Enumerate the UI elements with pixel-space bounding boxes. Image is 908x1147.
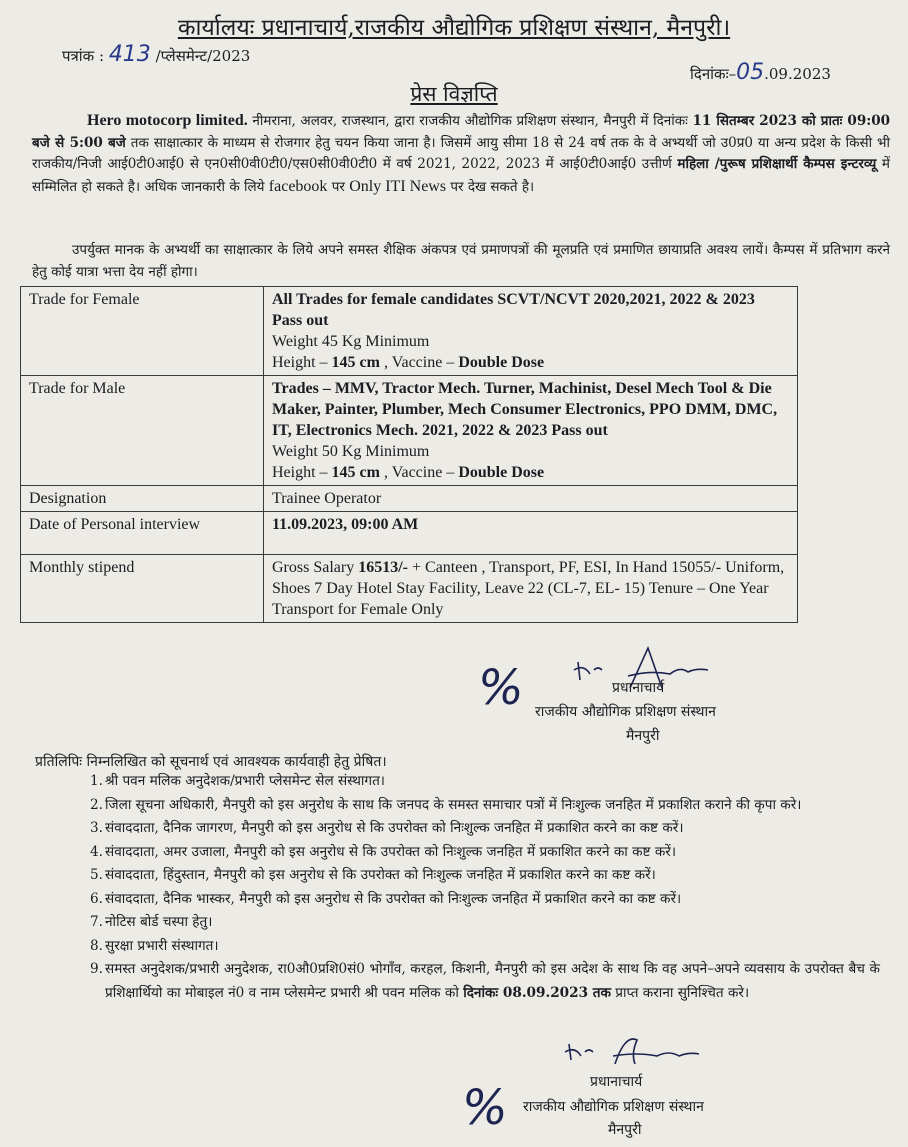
handwritten-date-day: 05 [736, 60, 765, 85]
copy-recipient-list [60, 770, 880, 1005]
list-item: 6. संवाददाता, दैनिक भास्कर, मैनपुरी को इस अनुरोध से कि उपरोक्त को निःशुल्क जनहित में प्रकाशित करने का कष्ट करें। [90, 890, 682, 907]
female-trade-label: Trade for Female [21, 287, 264, 376]
company-name: Hero motocorp limited. [87, 112, 248, 129]
trade-details-table [20, 286, 798, 623]
list-item: 9. समस्त अनुदेशक/प्रभारी अनुदेशक, रा0औ0प्रशि0सं0 भोगाँव, करहल, किशनी, मैनपुरी को इस अदेश के साथ कि वह अपने–अपने व्यवसाय के उपरोक्त बैच के प्रशिक्षार्थियो का मोबाइल नं0 व नाम प्लेसमेन्ट प्रभारी श्री पवन मलिक को दिनांकः 08.09.2023 तक प्राप्त कराना सुनिश्चित करे। [90, 961, 880, 1001]
table-row [21, 486, 798, 512]
reference-number: पत्रांक : 413 /प्लेसमेन्ट/2023 [62, 42, 251, 67]
list-item: 5. संवाददाता, हिंदुस्तान, मैनपुरी को इस अनुरोध से कि उपरोक्त को निःशुल्क जनहित में प्रकाशित करने का कष्ट करें। [90, 867, 656, 883]
press-release-heading: प्रेस विज्ञप्ति [410, 82, 498, 106]
list-item: 1. श्री पवन मलिक अनुदेशक/प्रभारी प्लेसमेन्ट सेल संस्थागत। [90, 773, 385, 789]
intro-paragraph: Hero motocorp limited. नीमराना, अलवर, राजस्थान, द्वारा राजकीय औद्योगिक प्रशिक्षण संस्थान, मैनपुरी में दिनांकः 11 सितम्बर 2023 को प्रातः 09:00 बजे से 5:00 बजे तक साक्षात्कार के माध्यम से रोजगार हेतु चयन किया जाना है। जिसमें आयु सीमा 18 से 24 वर्ष तक के वे अभ्यर्थी जो उ0प्र0 या अन्य प्रदेश के किसी भी राजकीय/निजी आई0टी0आई0 से एन0सी0वी0टी0/एस0सी0वी0टी0 में वर्ष 2021, 2022, 2023 में आई0टी0आई0 उत्तीर्ण महिला /पुरूष प्रशिक्षार्थी कैम्पस इन्टरव्यू में सम्मिलित हो सकते है। अधिक जानकारी के लिये facebook पर Only ITI News पर देख सकते है। [32, 112, 891, 195]
female-trade-value: All Trades for female candidates SCVT/NCVT 2020,2021, 2022 & 2023 Pass out Weight 45 Kg Minimum Height – 145 cm , Vaccine – Double Dose [264, 287, 798, 376]
list-item: 4. संवाददाता, अमर उजाला, मैनपुरी को इस अनुरोध से कि उपरोक्त को निःशुल्क जनहित में प्रकाशित करने का कष्ट करें। [90, 843, 676, 860]
interview-date-value: 11.09.2023, 09:00 AM [264, 512, 798, 555]
designation-value: Trainee Operator [264, 486, 798, 512]
table-row [21, 376, 798, 486]
stipend-value: Gross Salary 16513/- + Canteen , Transport, PF, ESI, In Hand 15055/- Uniform, Shoes 7 Day Hotel Stay Facility, Leave 22 (CL-7, EL- 15) Tenure – One Year Transport for Female Only [264, 555, 798, 623]
signature-title-1: प्रधानाचार्य [612, 680, 665, 696]
principal-signature-2 [565, 1030, 715, 1075]
list-item: 2. जिला सूचना अधिकारी, मैनपुरी को इस अनुरोध के साथ कि जनपद के समस्त समाचार पत्रों में निःशुल्क जनहित में प्रकाशित कराने की कृपा करे। [90, 796, 802, 813]
initials-mark-1: % [478, 660, 524, 716]
office-header: कार्यालयः प्रधानाचार्य,राजकीय औद्योगिक प्रशिक्षण संस्थान, मैनपुरी। [177, 15, 731, 41]
signature-org-1: राजकीय औद्योगिक प्रशिक्षण संस्थान [535, 704, 716, 720]
stipend-label: Monthly stipend [21, 555, 264, 623]
table-row [21, 512, 798, 555]
table-row [21, 287, 798, 376]
list-item: 3. संवाददाता, दैनिक जागरण, मैनपुरी को इस अनुरोध से कि उपरोक्त को निःशुल्क जनहित में प्रकाशित करने का कष्ट करें। [90, 820, 684, 836]
interview-datetime: 11 सितम्बर 2023 को प्रातः 09:00 बजे से 5:00 बजे [32, 113, 890, 151]
list-item: 7. नोटिस बोर्ड चस्पा हेतु। [90, 914, 213, 930]
signature-place-2: मैनपुरी [608, 1122, 642, 1138]
signature-title-2: प्रधानाचार्य [590, 1074, 643, 1090]
interview-date-label: Date of Personal interview [21, 512, 264, 555]
table-row [21, 555, 798, 623]
copy-heading: प्रतिलिपिः निम्नलिखित को सूचनार्थ एवं आवश्यक कार्यवाही हेतु प्रेषित। [35, 754, 387, 770]
list-item: 8. सुरक्षा प्रभारी संस्थागत। [90, 937, 219, 954]
signature-org-2: राजकीय औद्योगिक प्रशिक्षण संस्थान [523, 1099, 704, 1115]
documents-paragraph: उपर्युक्त मानक के अभ्यर्थी का साक्षात्कार के लिये अपने समस्त शैक्षिक अंकपत्र एवं प्रमाणपत्रों की मूलप्रति एवं प्रमाणित छायाप्रति अवश्य लायें। कैम्पस में प्रतिभाग करने हेतु कोई यात्रा भत्ता देय नहीं होगा। [32, 242, 890, 280]
initials-mark-2: % [462, 1080, 508, 1136]
handwritten-ref-number: 413 [108, 42, 151, 67]
signature-place-1: मैनपुरी [626, 728, 660, 744]
document-date: दिनांकः–05.09.2023 [690, 60, 831, 85]
male-trade-label: Trade for Male [21, 376, 264, 486]
male-trade-value: Trades – MMV, Tractor Mech. Turner, Machinist, Desel Mech Tool & Die Maker, Painter, Plumber, Mech Consumer Electronics, PPO DMM, DMC, IT, Electronics Mech. 2021, 2022 & 2023 Pass out Weight 50 Kg Minimum Height – 145 cm , Vaccine – Double Dose [264, 376, 798, 486]
designation-label: Designation [21, 486, 264, 512]
